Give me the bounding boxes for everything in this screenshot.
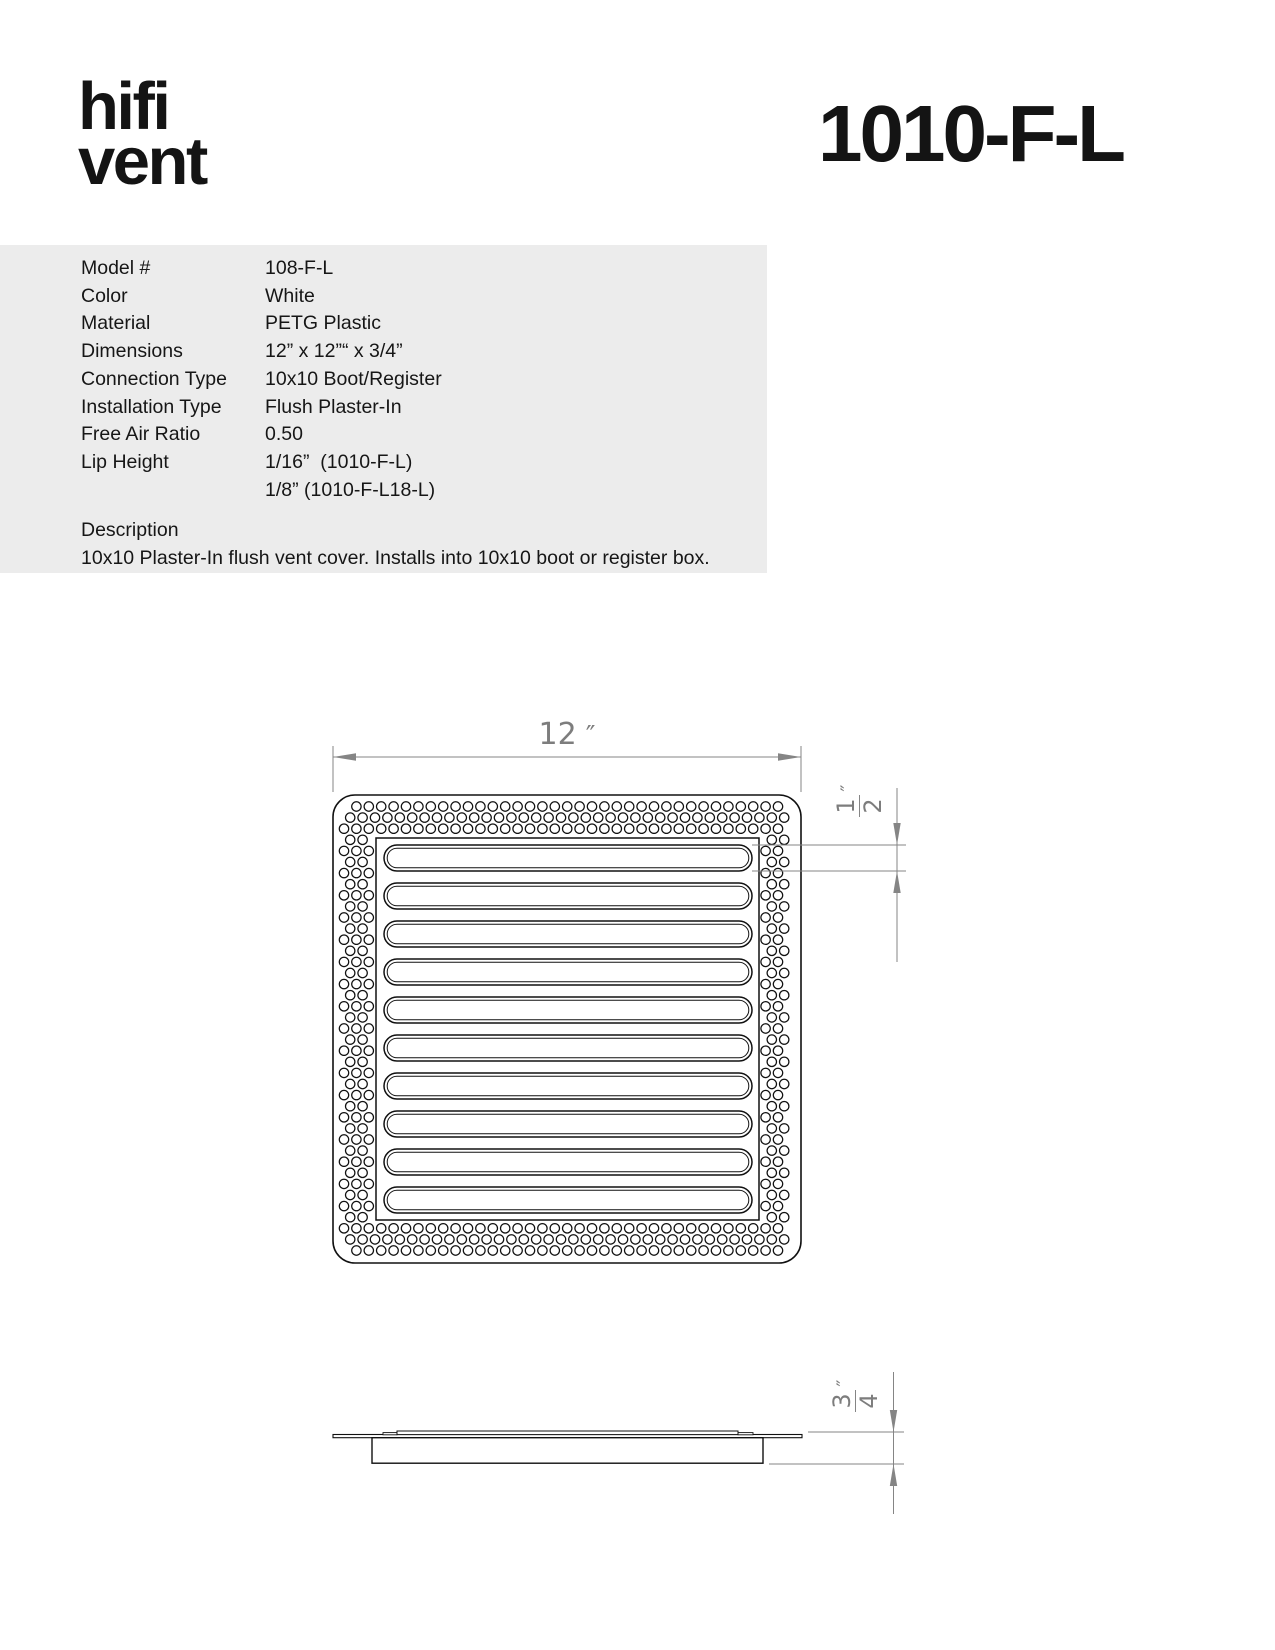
svg-text:1: 1 xyxy=(832,798,860,814)
arrow-down-icon xyxy=(893,823,900,845)
vent-face-edge xyxy=(397,1431,738,1435)
spec-value: 108-F-L xyxy=(265,257,334,279)
svg-text:2: 2 xyxy=(859,798,887,814)
brand-logo-line1: hifi xyxy=(78,69,169,144)
svg-text:3: 3 xyxy=(828,1393,856,1409)
spec-value: 1/8” (1010-F-L18-L) xyxy=(265,478,436,501)
spec-label: Installation Type xyxy=(81,395,222,418)
depth-dimension xyxy=(769,1372,904,1514)
spec-value: 0.50 xyxy=(265,423,303,446)
spec-label: Model # xyxy=(81,257,151,279)
brand-logo-line2: vent xyxy=(78,123,206,199)
arrow-up-icon xyxy=(893,871,900,893)
spec-label: Free Air Ratio xyxy=(81,423,201,446)
slot-height-dimension-label xyxy=(832,784,887,817)
spec-label: Color xyxy=(81,284,128,307)
arrow-down-icon xyxy=(890,1410,897,1432)
spec-value: PETG Plastic xyxy=(265,312,381,335)
spec-value: 1/16” (1010-F-L) xyxy=(265,450,413,473)
spec-value: 10x10 Boot/Register xyxy=(265,367,442,390)
spec-label: Dimensions xyxy=(81,340,183,363)
width-dimension xyxy=(333,717,801,792)
spec-label: Connection Type xyxy=(81,367,227,390)
lip-step-left xyxy=(383,1433,397,1435)
svg-text:″: ″ xyxy=(837,784,859,792)
description-heading: Description xyxy=(81,519,179,542)
lip-step-right xyxy=(738,1433,753,1435)
svg-text:4: 4 xyxy=(855,1393,883,1409)
side-view-drawing xyxy=(333,1431,802,1463)
spec-value: Flush Plaster-In xyxy=(265,395,402,418)
svg-text:″: ″ xyxy=(833,1379,855,1387)
spec-label: Lip Height xyxy=(81,450,169,473)
vent-body xyxy=(372,1438,763,1464)
arrow-left-icon xyxy=(333,753,356,760)
spec-value: 12” x 12”“ x 3/4” xyxy=(265,340,403,363)
spec-label: Material xyxy=(81,312,151,335)
description-text: 10x10 Plaster-In flush vent cover. Installs into 10x10 boot or register box. xyxy=(81,547,710,570)
depth-dimension-label xyxy=(828,1379,883,1412)
spec-value: White xyxy=(265,284,315,307)
top-view-drawing xyxy=(333,795,801,1263)
width-dimension-label: 12 ″ xyxy=(538,717,596,752)
arrow-up-icon xyxy=(890,1464,897,1486)
arrow-right-icon xyxy=(778,753,801,760)
product-code-title: 1010-F-L xyxy=(818,89,1123,178)
